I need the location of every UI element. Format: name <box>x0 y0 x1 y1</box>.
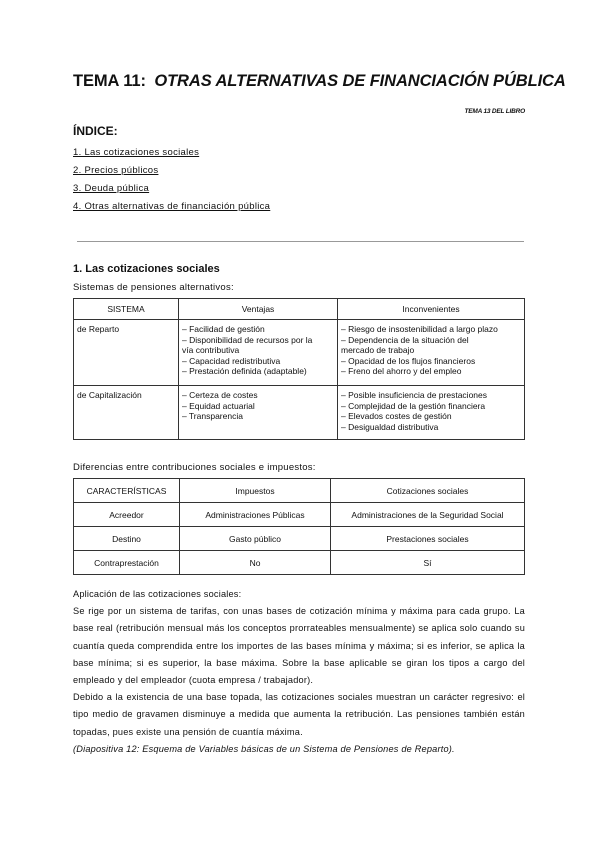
list-item: – Prestación definida (adaptable) <box>182 366 307 377</box>
list-item: – Opacidad de los flujos financieros <box>341 355 476 366</box>
list-item: – Certeza de costes <box>182 390 258 400</box>
slide-note: (Diapositiva 12: Esquema de Variables básicas de un Sistema de Pensiones de Reparto). <box>73 743 455 754</box>
list-item: – Desigualdad distributiva <box>341 421 439 432</box>
toc-item-cotizaciones[interactable]: 1. Las cotizaciones sociales <box>73 147 200 158</box>
list-item: – Riesgo de insostenibilidad a largo plazo <box>341 324 498 334</box>
toc-item-otras[interactable]: 4. Otras alternativas de financiación pública <box>73 201 271 212</box>
table-cell: Sí <box>331 551 525 575</box>
system-name: de Reparto <box>74 320 179 386</box>
table-header-cell: Cotizaciones sociales <box>331 479 525 503</box>
list-item: – Posible insuficiencia de prestaciones <box>341 390 488 400</box>
book-reference: TEMA 13 DEL LIBRO <box>464 108 525 115</box>
list-item: – Freno del ahorro y del empleo <box>341 366 462 377</box>
table-cell: Administraciones de la Seguridad Social <box>331 503 525 527</box>
table-row <box>74 527 525 551</box>
list-item: – Complejidad de la gestión financiera <box>341 400 486 411</box>
table1-caption: Sistemas de pensiones alternativos: <box>73 282 234 293</box>
table-cell: Gasto público <box>180 527 331 551</box>
toc-item-deuda[interactable]: 3. Deuda pública <box>73 183 150 194</box>
divider <box>77 241 524 242</box>
index-heading: ÍNDICE: <box>73 124 118 138</box>
list-item: – Disponibilidad de recursos por la <box>182 334 313 345</box>
table-of-contents <box>73 147 270 219</box>
section-heading: 1. Las cotizaciones sociales <box>73 263 220 275</box>
table-row <box>74 551 525 575</box>
table-cell: Prestaciones sociales <box>331 527 525 551</box>
table-row <box>74 320 525 386</box>
list-item: – Dependencia de la situación del <box>341 334 469 345</box>
paragraph: Debido a la existencia de una base topada, las cotizaciones sociales muestran un carácter regresivo: el tipo medio de gravamen disminuye a medida que aumenta la retribución. Las pensiones también están topadas, pues existe una pensión de cuantía máxima. <box>73 692 525 737</box>
disadvantages-cell <box>338 320 525 386</box>
table-header-cell: Impuestos <box>180 479 331 503</box>
table-header-row <box>74 299 525 320</box>
table-cell: Destino <box>74 527 180 551</box>
table-cell: Administraciones Públicas <box>180 503 331 527</box>
comparison-table <box>73 478 525 575</box>
list-item: – Capacidad redistributiva <box>182 355 281 366</box>
list-item: vía contributiva <box>182 345 240 356</box>
list-item: – Facilidad de gestión <box>182 324 265 334</box>
system-name: de Capitalización <box>74 386 179 440</box>
page-title <box>73 72 566 91</box>
paragraph: Se rige por un sistema de tarifas, con unas bases de cotización mínima y máxima para cada grupo. La base real (retribución mensual más los conceptos prorrateables mensualmente) se aplica solo cuando su cuantía queda comprendida entre los importes de las bases mínima y máxima; si es inferior, se aplica la base mínima; si es superior, la base máxima. Sobre la base aplicable se giran los tipos a cargo del empleado y del empleador (cuota empresa / trabajador). <box>73 606 525 686</box>
table-cell: Contraprestación <box>74 551 180 575</box>
table-header-row <box>74 479 525 503</box>
toc-item-precios[interactable]: 2. Precios públicos <box>73 165 159 176</box>
table2-caption: Diferencias entre contribuciones sociales e impuestos: <box>73 462 316 473</box>
table-header-cell: SISTEMA <box>74 299 179 320</box>
table-header-cell: Ventajas <box>179 299 338 320</box>
disadvantages-cell <box>338 386 525 440</box>
table-cell: Acreedor <box>74 503 180 527</box>
advantages-cell <box>179 320 338 386</box>
advantages-cell <box>179 386 338 440</box>
list-item: mercado de trabajo <box>341 345 415 356</box>
application-section <box>73 586 525 758</box>
list-item: – Equidad actuarial <box>182 400 255 411</box>
title-main: TEMA 11: <box>73 72 146 90</box>
list-item: – Transparencia <box>182 411 243 422</box>
table-row <box>74 386 525 440</box>
table-row <box>74 503 525 527</box>
pension-systems-table <box>73 298 525 440</box>
table-cell: No <box>180 551 331 575</box>
table-header-cell: Inconvenientes <box>338 299 525 320</box>
list-item: – Elevados costes de gestión <box>341 411 452 422</box>
title-subtitle: OTRAS ALTERNATIVAS DE FINANCIACIÓN PÚBLICA <box>154 72 566 90</box>
application-heading: Aplicación de las cotizaciones sociales: <box>73 589 242 599</box>
table-header-cell: CARACTERÍSTICAS <box>74 479 180 503</box>
